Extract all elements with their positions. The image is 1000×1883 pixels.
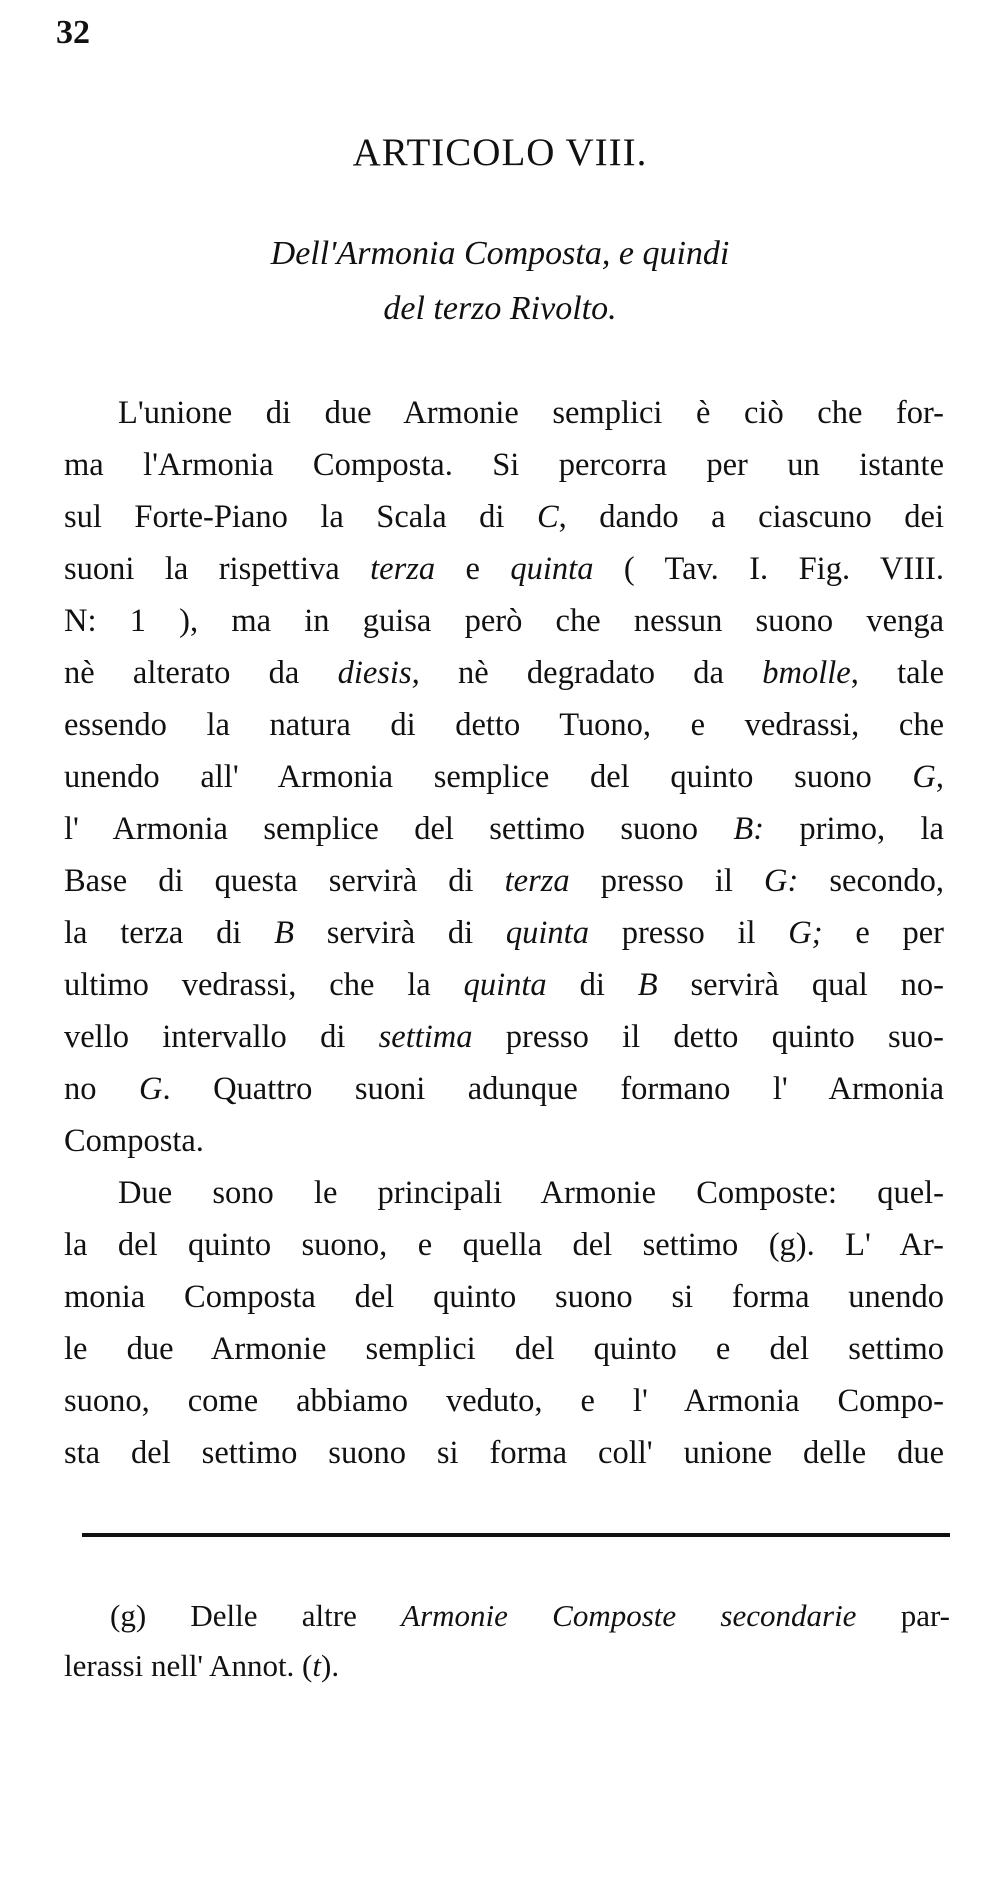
- text-line: la del quinto suono, e quella del settimo (g). L' Ar-: [64, 1227, 944, 1263]
- text-line: ultimo vedrassi, che la quinta di B servirà qual no-: [64, 967, 945, 1003]
- text-line: l' Armonia semplice del settimo suono B: primo, la: [64, 811, 944, 847]
- text-line: vello intervallo di settima presso il detto quinto suo-: [64, 1019, 944, 1055]
- text-line: essendo la natura di detto Tuono, e vedrassi, che: [64, 707, 944, 743]
- text-line: unendo all' Armonia semplice del quinto suono G,: [64, 759, 944, 795]
- article-subtitle-line: Dell'Armonia Composta, e quindi: [270, 235, 730, 272]
- footnote-line: lerassi nell' Annot. (t).: [64, 1648, 340, 1683]
- text-line: Due sono le principali Armonie Composte: quel-: [118, 1175, 944, 1211]
- article-subtitle-line: del terzo Rivolto.: [383, 290, 617, 327]
- text-line: suono, come abbiamo veduto, e l' Armonia Compo-: [64, 1383, 944, 1419]
- text-line: nè alterato da diesis, nè degradato da bmolle, tale: [64, 655, 944, 691]
- text-line: Composta.: [64, 1123, 204, 1159]
- text-line: le due Armonie semplici del quinto e del settimo: [64, 1331, 944, 1367]
- text-line: L'unione di due Armonie semplici è ciò che for-: [118, 395, 944, 431]
- text-line: sul Forte-Piano la Scala di C, dando a ciascuno dei: [64, 499, 944, 535]
- text-line: monia Composta del quinto suono si forma unendo: [64, 1279, 944, 1315]
- footnote-divider: [82, 1533, 950, 1537]
- text-line: no G. Quattro suoni adunque formano l' Armonia: [64, 1071, 944, 1107]
- article-heading: ARTICOLO VIII.: [352, 131, 648, 174]
- text-line: Base di questa servirà di terza presso il G: secondo,: [64, 863, 945, 899]
- text-line: N: 1 ), ma in guisa però che nessun suono venga: [64, 603, 944, 639]
- text-line: la terza di B servirà di quinta presso il G; e per: [64, 915, 944, 951]
- page-number: 32: [56, 14, 90, 51]
- text-line: sta del settimo suono si forma coll' unione delle due: [64, 1435, 944, 1471]
- text-line: suoni la rispettiva terza e quinta ( Tav. I. Fig. VIII.: [64, 551, 944, 587]
- footnote-line: (g) Delle altre Armonie Composte secondarie par-: [110, 1598, 950, 1633]
- text-line: ma l'Armonia Composta. Si percorra per un istante: [64, 447, 944, 483]
